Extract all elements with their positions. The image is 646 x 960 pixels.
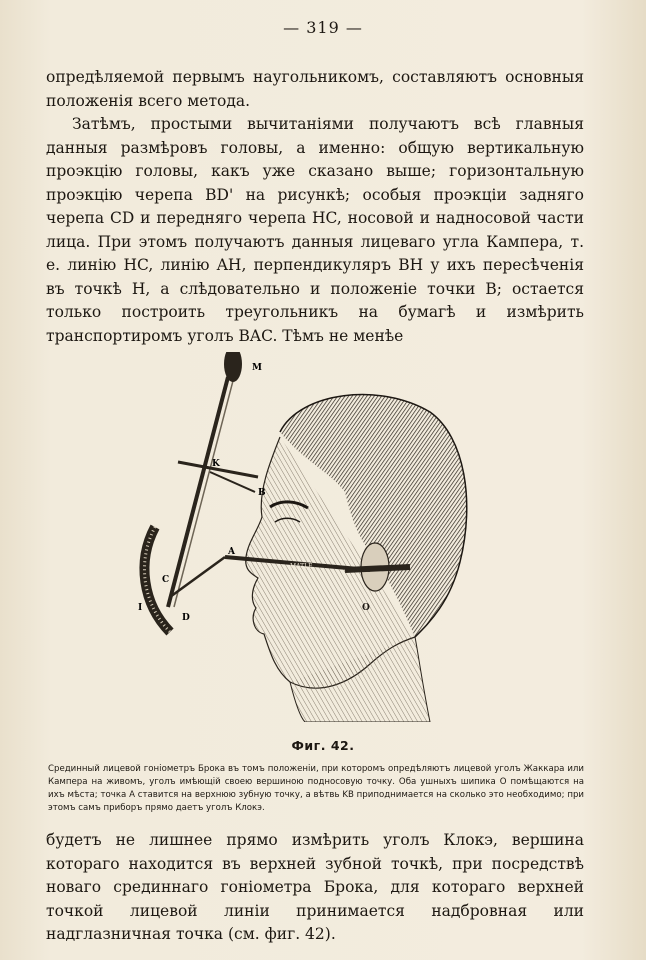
body-text-bottom	[46, 829, 584, 947]
label-i: I	[138, 603, 143, 613]
body-text-top	[46, 66, 584, 348]
figure-caption	[48, 763, 584, 815]
page-number: — 319 —	[283, 18, 363, 37]
label-o: O	[362, 603, 370, 613]
label-a: A	[228, 547, 235, 557]
paragraph-continuation: опредѣляемой первымъ наугольникомъ, составляютъ основныя положенія всего метода.	[46, 68, 584, 110]
goniometer-illustration	[130, 352, 470, 722]
label-d: D	[182, 613, 190, 623]
label-c: C	[162, 575, 170, 585]
figure-title: Фиг. 42.	[291, 738, 355, 753]
figure-caption-text: Срединный лицевой гоніометръ Брока въ томъ положеніи, при которомъ опредѣляютъ лицевой уголъ Жаккара или Кампера на живомъ, уголъ имѣющій своею вершиною подносовую точку. Оба ушныхъ шипика O помѣщаются на ихъ мѣста; точка A ставится на верхнюю зубную точку, а вѣтвь KB приподнимается на сколько это необходимо; при этомъ самъ приборъ прямо даетъ уголъ Клокэ.	[48, 764, 584, 813]
label-m: M	[252, 363, 262, 373]
label-matle: MATLE	[290, 563, 313, 570]
label-b: B	[258, 488, 266, 498]
goniometer-engraving	[130, 352, 470, 722]
label-k: K	[212, 459, 220, 469]
paragraph-bottom: будетъ не лишнее прямо измѣрить уголъ Клокэ, вершина котораго находится въ верхней зубной точкѣ, при посредствѣ новаго срединнаго гоніометра Брока, для котораго верхней точкой лицевой линіи принимается надбровная или надглазничная точка (см. фиг. 42).	[46, 831, 584, 943]
paragraph-main: Затѣмъ, простыми вычитаніями получаютъ всѣ главныя данныя размѣровъ головы, а именно: общую вертикальную проэкцію головы, какъ уже сказано выше; горизонтальную проэкцію черепа BD' на рисункѣ; особыя проэкціи задняго черепа CD и передняго черепа HC, носовой и надносовой части лица. При этомъ получаютъ данныя лицеваго угла Кампера, т. е. линію HC, линію AH, перпендикуляръ BH у ихъ пересѣченія въ точкѣ H, а слѣдовательно и положеніе точки B; остается только построить треугольникъ на бумагѣ и измѣрить транспортиромъ уголъ BAC. Тѣмъ не менѣе	[46, 115, 584, 345]
